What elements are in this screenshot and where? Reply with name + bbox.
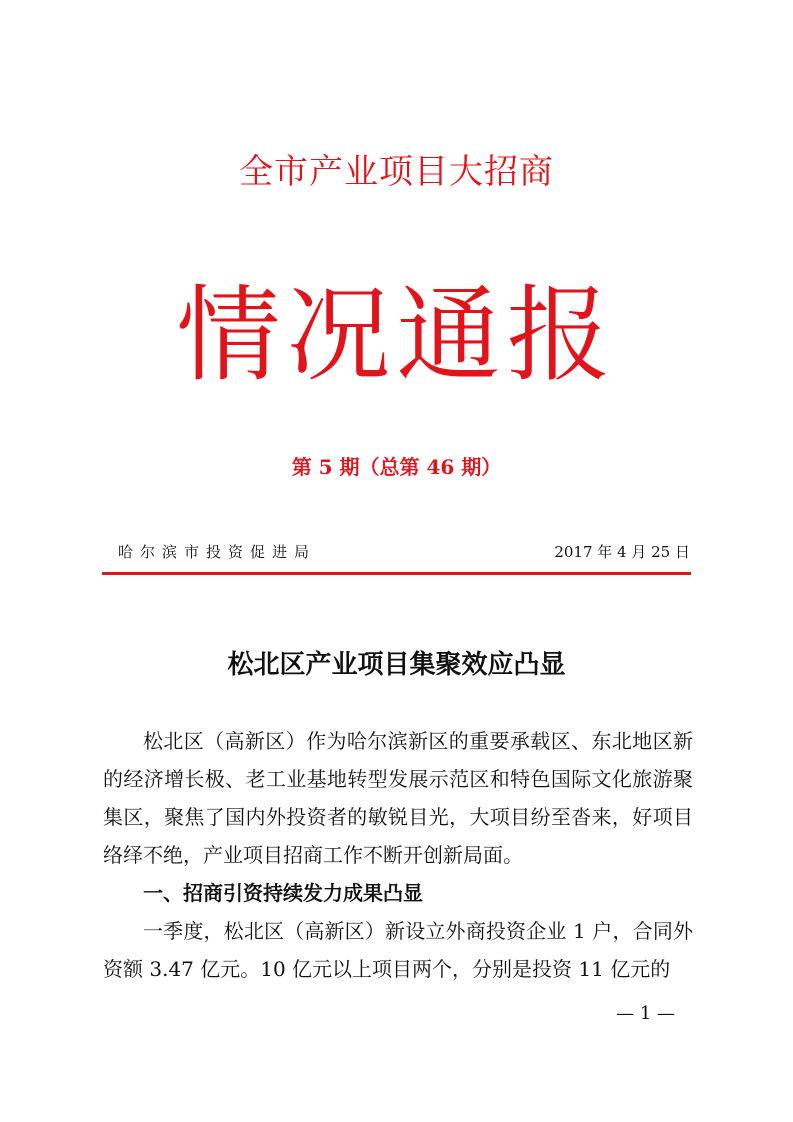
issue-date: 2017 年 4 月 25 日 — [554, 543, 690, 561]
page-number: — 1 — — [616, 1003, 675, 1024]
paragraph-q1: 一季度，松北区（高新区）新设立外商投资企业 1 户，合同外资额 3.47 亿元。10 亿元以上项目两个，分别是投资 11 亿元的 — [103, 919, 693, 981]
article-body — [103, 722, 693, 988]
red-divider-rule — [102, 572, 691, 575]
issue-number: 第 5 期（总第 46 期） — [291, 455, 502, 479]
bulletin-subtitle: 全市产业项目大招商 — [239, 152, 554, 192]
issuer-name: 哈尔滨市投资促进局 — [118, 543, 317, 561]
article-title: 松北区产业项目集聚效应凸显 — [227, 650, 566, 680]
paragraph-intro: 松北区（高新区）作为哈尔滨新区的重要承载区、东北地区新的经济增长极、老工业基地转型发展示范区和特色国际文化旅游聚集区，聚焦了国内外投资者的敏锐目光，大项目纷至沓来，好项目络绎不绝，产业项目招商工作不断开创新局面。 — [103, 729, 693, 867]
bulletin-main-title: 情况通报 — [176, 274, 617, 396]
section-heading: 一、招商引资持续发力成果凸显 — [143, 881, 423, 905]
